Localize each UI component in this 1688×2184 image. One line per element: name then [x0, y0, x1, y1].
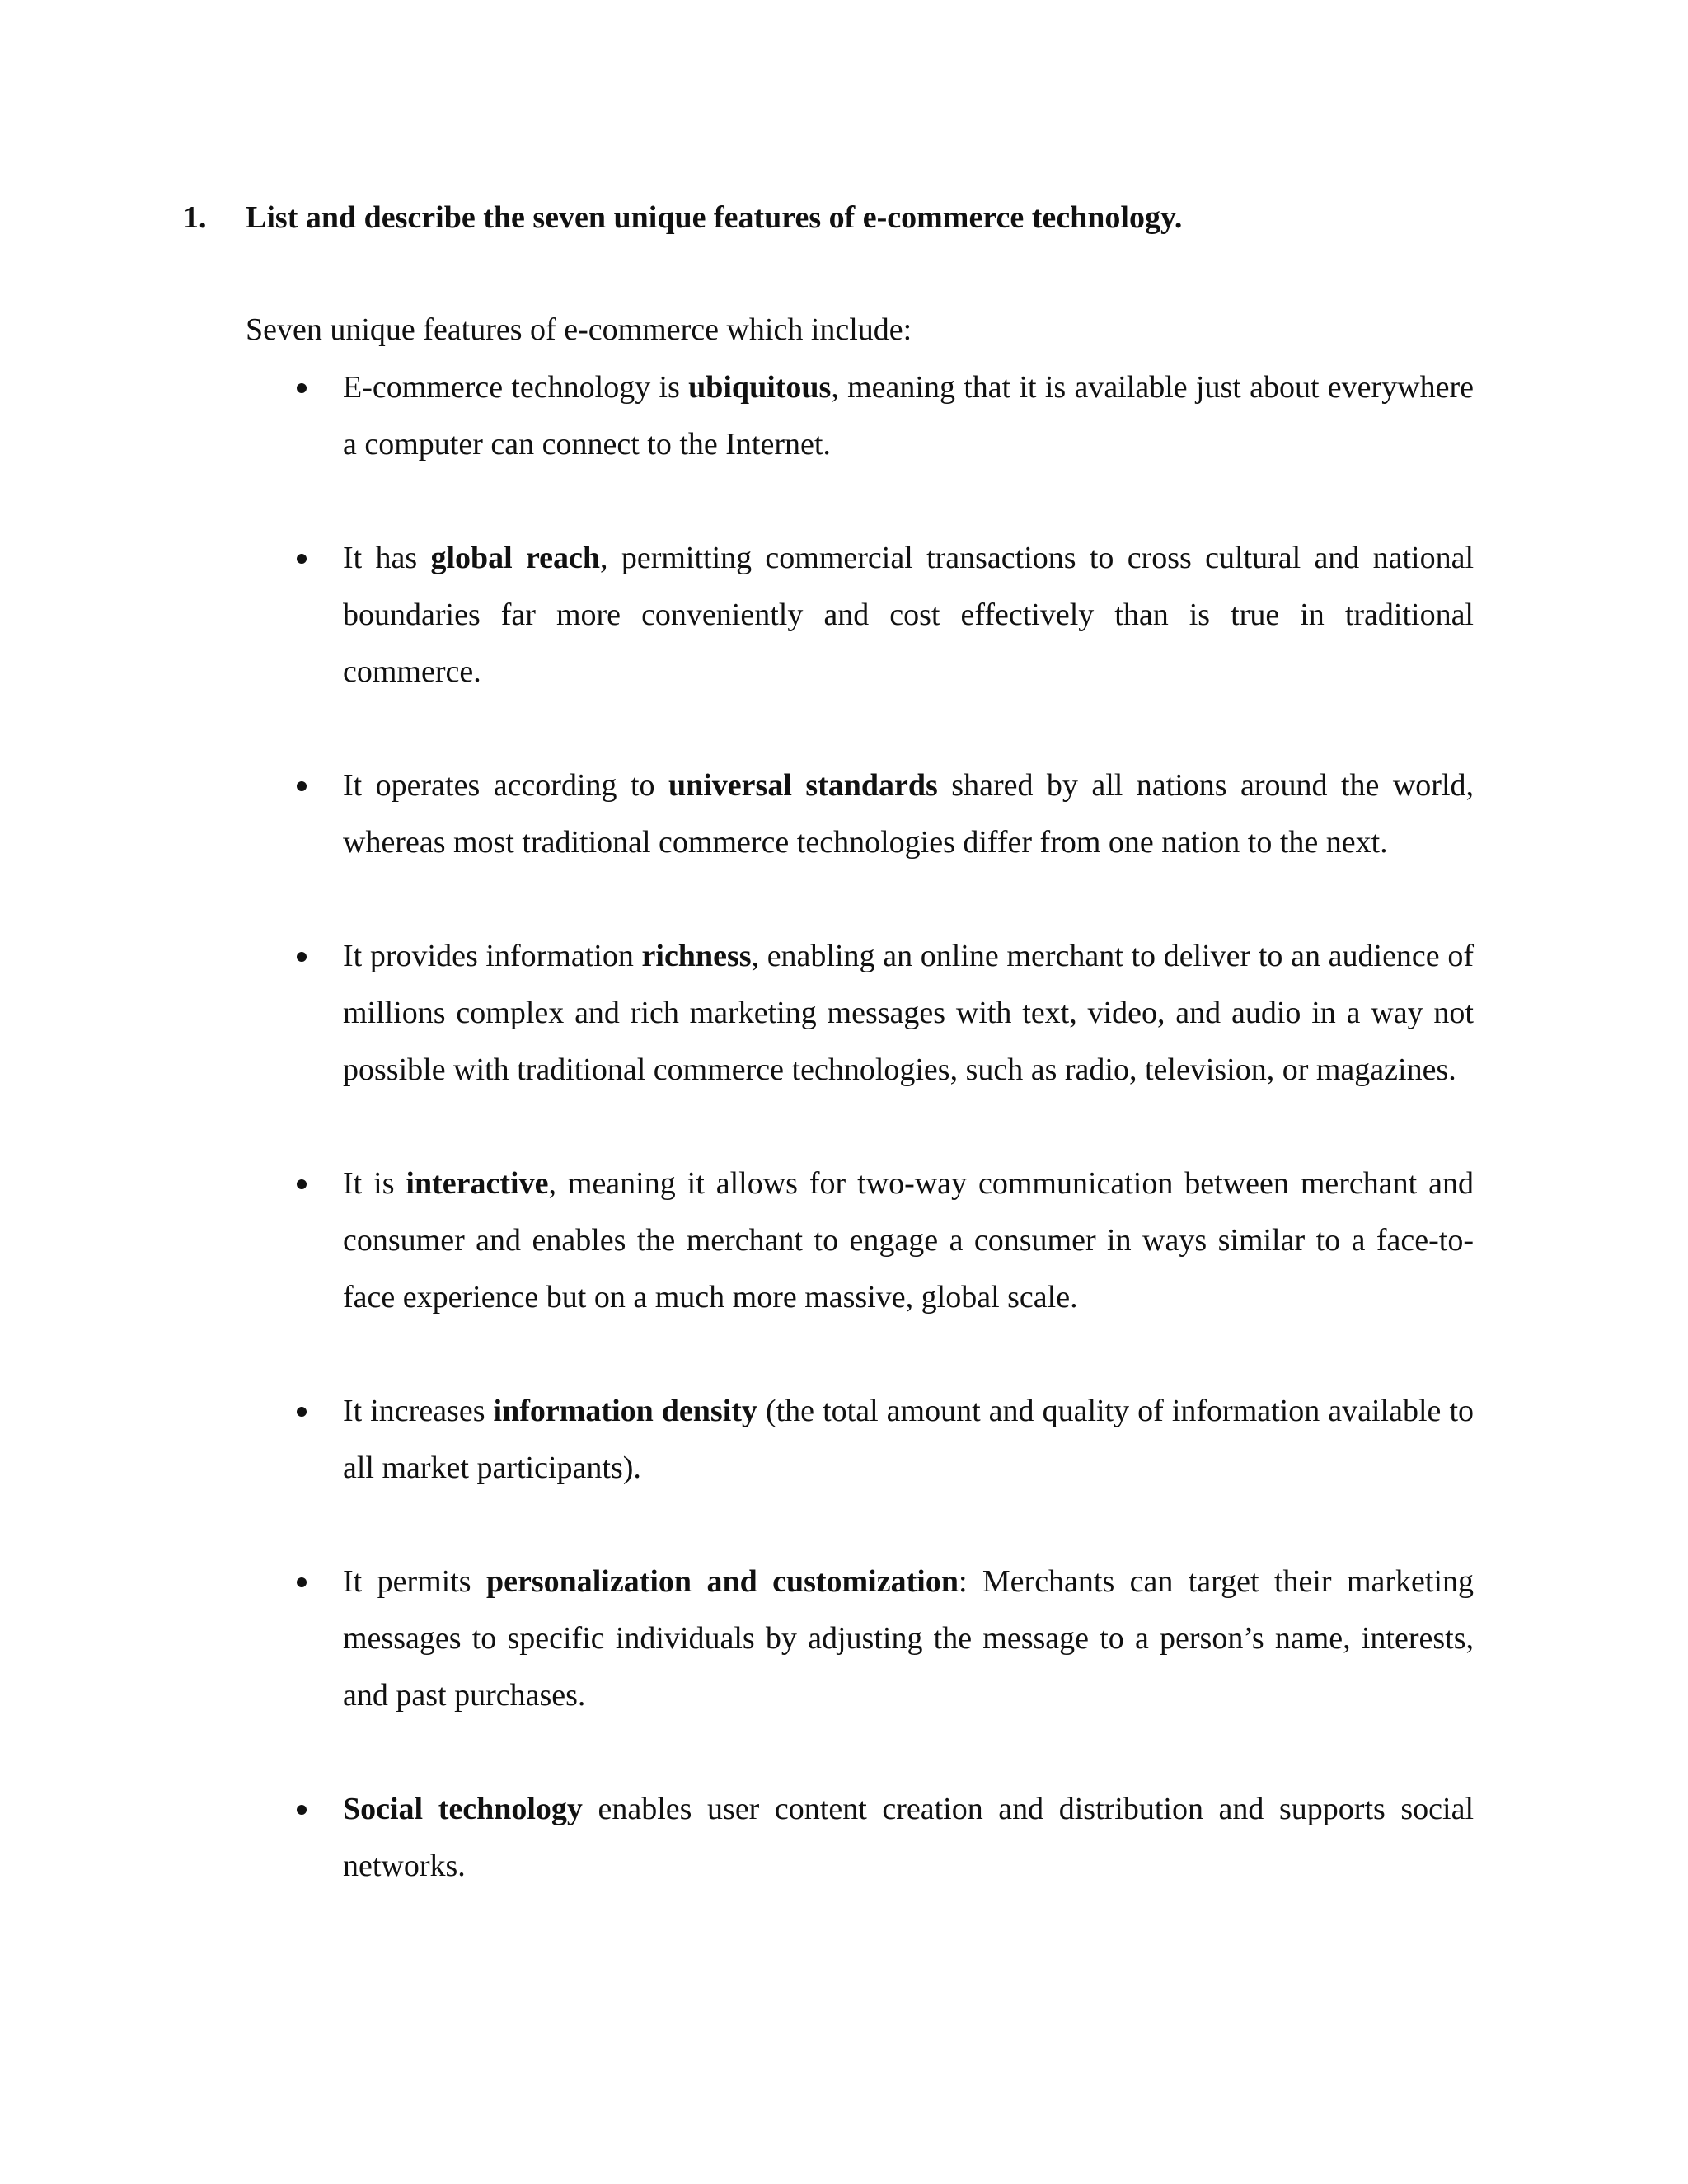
feature-item-social-technology — [246, 1781, 1474, 1895]
feature-item-interactive — [246, 1155, 1474, 1326]
feature-text-post: , meaning that it is available just about everywhere a computer can connect to the Internet. — [343, 370, 1474, 462]
question-text: List and describe the seven unique features of e-commerce technology. — [246, 200, 1183, 235]
intro-text: Seven unique features of e-commerce which include: — [246, 312, 912, 347]
feature-term: richness — [641, 939, 752, 973]
feature-item-global-reach — [246, 530, 1474, 701]
feature-term: information density — [493, 1394, 757, 1428]
feature-text-pre: It permits — [343, 1564, 486, 1599]
feature-term: Social technology — [343, 1792, 583, 1826]
feature-text-pre: It has — [343, 541, 431, 575]
feature-text-post: (the total amount and quality of information available to all market participants). — [343, 1394, 1475, 1485]
feature-item-universal-standards — [246, 757, 1474, 871]
feature-text-post: enables user content creation and distribution and supports social networks. — [343, 1792, 1475, 1883]
feature-term: ubiquitous — [688, 370, 832, 405]
feature-term: interactive — [406, 1166, 549, 1201]
bullet-icon — [297, 952, 307, 962]
bullet-icon — [297, 554, 307, 564]
feature-text-pre: E-commerce technology is — [343, 370, 689, 405]
feature-item-ubiquitous — [246, 359, 1474, 473]
feature-term: universal standards — [668, 768, 938, 803]
feature-text-post: shared by all nations around the world, whereas most traditional commerce technologies differ from one nation to the next. — [343, 768, 1475, 860]
feature-text-post: , permitting commercial transactions to cross cultural and national boundaries far more conveniently and cost effectively than is true in traditional commerce. — [343, 541, 1474, 689]
feature-text-pre: It increases — [343, 1394, 494, 1428]
bullet-icon — [297, 1577, 307, 1587]
feature-item-personalization — [246, 1554, 1474, 1724]
feature-term: personalization and customization — [485, 1564, 959, 1599]
bullet-icon — [297, 1805, 307, 1815]
bullet-icon — [297, 383, 307, 393]
feature-text-post: , enabling an online merchant to deliver to an audience of millions complex and rich marketing messages with text, video, and audio in a way not possible with traditional commerce technologies, such as radio, television, or magazines. — [343, 939, 1474, 1087]
bullet-icon — [297, 781, 307, 791]
feature-text-pre: It is — [343, 1166, 406, 1201]
bullet-icon — [297, 1179, 307, 1189]
feature-text-post: : Merchants can target their marketing messages to specific individuals by adjusting the message to a person’s name, interests, and past purchases. — [343, 1564, 1475, 1713]
feature-list — [246, 359, 1474, 1952]
feature-text-post: , meaning it allows for two-way communication between merchant and consumer and enables the merchant to engage a consumer in ways similar to a face-to-face experience but on a much more massive, global scale. — [343, 1166, 1474, 1315]
feature-item-information-density — [246, 1383, 1474, 1497]
question-heading — [183, 196, 1502, 239]
feature-text-pre: It provides information — [343, 939, 642, 973]
bullet-icon — [297, 1407, 307, 1417]
feature-text-pre: It operates according to — [343, 768, 668, 803]
feature-item-richness — [246, 928, 1474, 1099]
feature-term: global reach — [430, 541, 601, 575]
question-number: 1. — [183, 200, 207, 235]
